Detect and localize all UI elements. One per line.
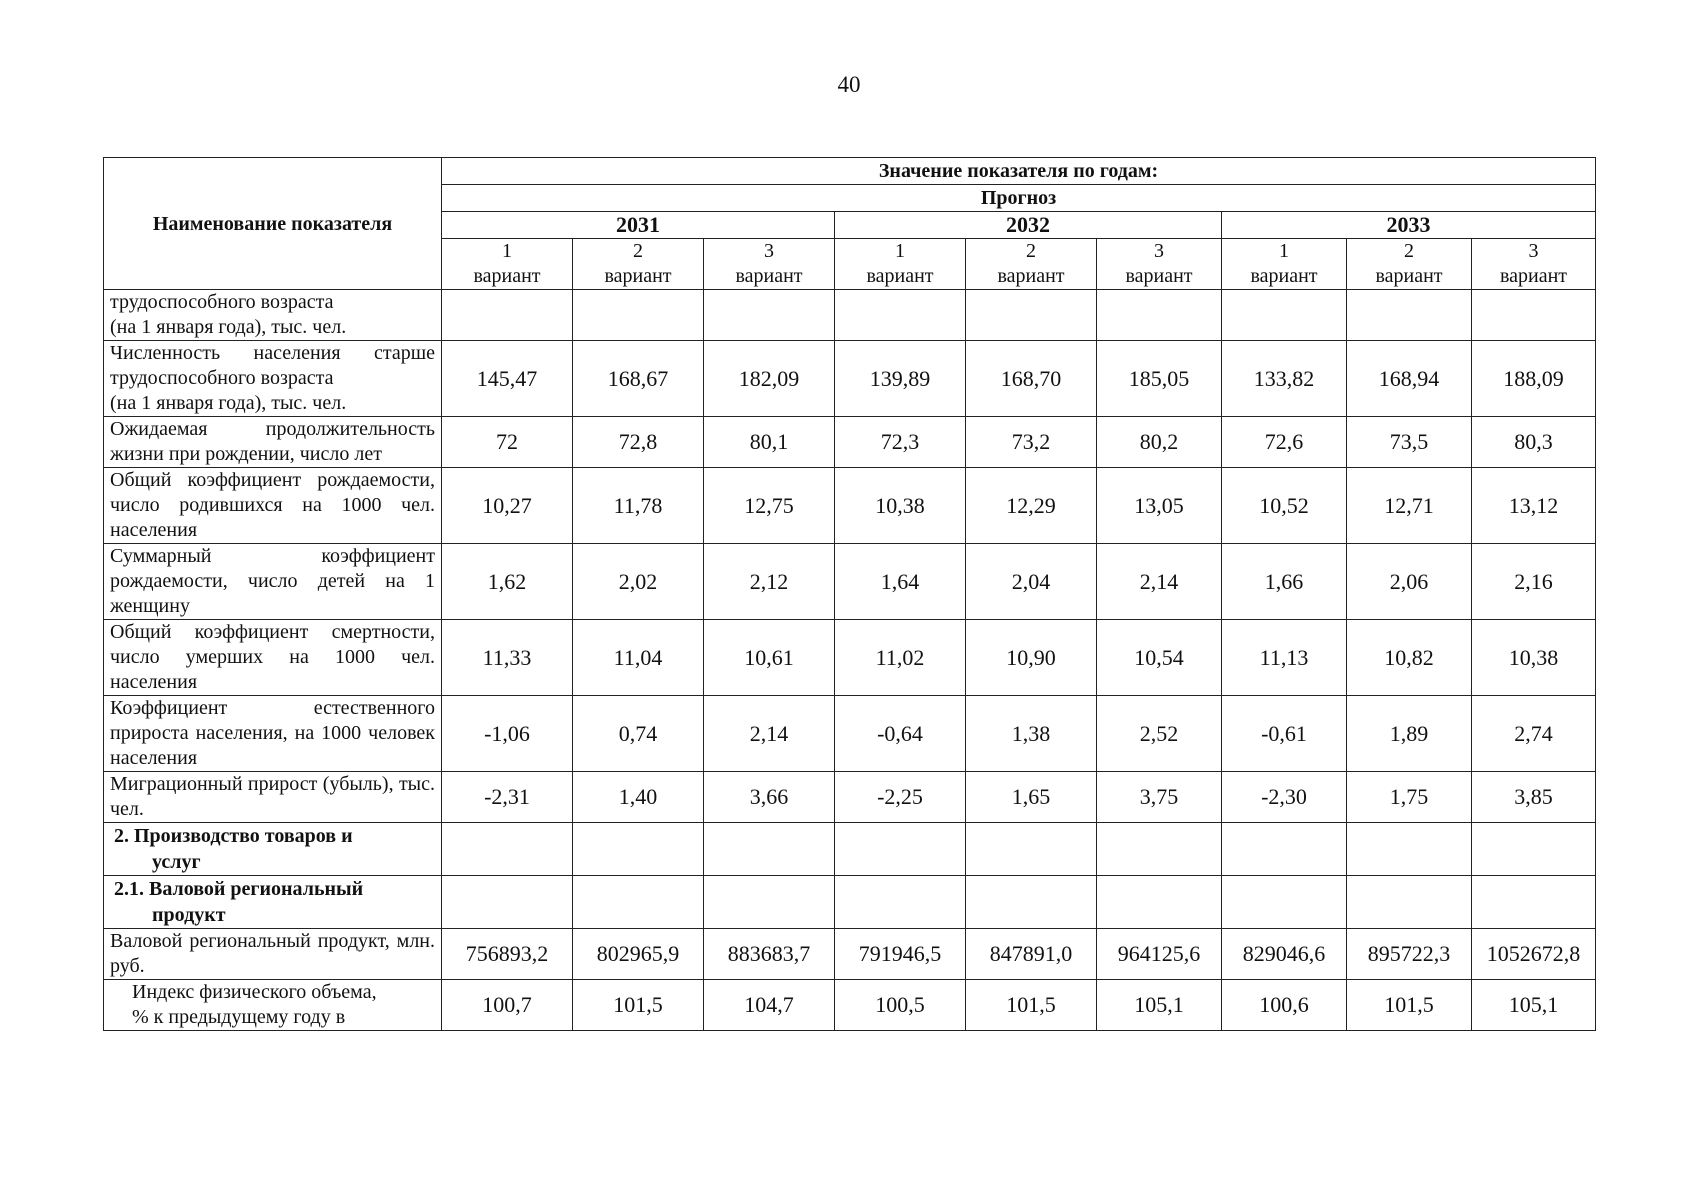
value-cell bbox=[704, 290, 835, 341]
value-cell bbox=[835, 823, 966, 876]
section-number: 2. bbox=[114, 825, 129, 847]
value-cell: 188,09 bbox=[1472, 341, 1596, 417]
value-cell bbox=[573, 290, 704, 341]
variant-header bbox=[966, 239, 1097, 290]
variant-header bbox=[1347, 239, 1472, 290]
variant-header bbox=[1222, 239, 1347, 290]
indicator-name: Численность населения старше трудоспособного возраста (на 1 января года), тыс. чел. bbox=[104, 341, 442, 417]
value-cell: 11,33 bbox=[442, 620, 573, 696]
forecast-table bbox=[103, 157, 1596, 1031]
value-cell: 80,2 bbox=[1097, 417, 1222, 468]
variant-number: 3 bbox=[764, 240, 774, 262]
value-cell: 10,82 bbox=[1347, 620, 1472, 696]
value-cell: 100,7 bbox=[442, 980, 573, 1031]
value-cell bbox=[966, 290, 1097, 341]
value-cell: 791946,5 bbox=[835, 929, 966, 980]
variant-number: 1 bbox=[895, 240, 905, 262]
value-cell: 72,6 bbox=[1222, 417, 1347, 468]
value-cell bbox=[704, 876, 835, 929]
section-title bbox=[104, 876, 442, 929]
table-row bbox=[104, 696, 1596, 772]
value-cell bbox=[704, 823, 835, 876]
value-cell: 80,1 bbox=[704, 417, 835, 468]
value-cell bbox=[1472, 290, 1596, 341]
table-row bbox=[104, 290, 1596, 341]
value-cell: 10,52 bbox=[1222, 468, 1347, 544]
variant-number: 3 bbox=[1154, 240, 1164, 262]
value-cell: 2,74 bbox=[1472, 696, 1596, 772]
value-cell: -2,30 bbox=[1222, 772, 1347, 823]
value-cell: 3,66 bbox=[704, 772, 835, 823]
value-cell: 11,78 bbox=[573, 468, 704, 544]
table-row bbox=[104, 772, 1596, 823]
value-cell: 72,3 bbox=[835, 417, 966, 468]
value-cell: 10,54 bbox=[1097, 620, 1222, 696]
section-row bbox=[104, 823, 1596, 876]
value-cell: 11,04 bbox=[573, 620, 704, 696]
value-cell: 1,66 bbox=[1222, 544, 1347, 620]
variant-header bbox=[1097, 239, 1222, 290]
value-cell: 168,70 bbox=[966, 341, 1097, 417]
value-cell: 2,14 bbox=[1097, 544, 1222, 620]
value-cell: -2,25 bbox=[835, 772, 966, 823]
value-cell: 1,65 bbox=[966, 772, 1097, 823]
value-cell bbox=[442, 876, 573, 929]
value-cell: 104,7 bbox=[704, 980, 835, 1031]
value-cell: 12,75 bbox=[704, 468, 835, 544]
indicator-name: Миграционный прирост (убыль), тыс. чел. bbox=[104, 772, 442, 823]
value-cell: 13,12 bbox=[1472, 468, 1596, 544]
value-cell: 168,94 bbox=[1347, 341, 1472, 417]
value-cell bbox=[1347, 823, 1472, 876]
value-cell: 10,38 bbox=[835, 468, 966, 544]
value-cell: 1,75 bbox=[1347, 772, 1472, 823]
value-cell: 73,2 bbox=[966, 417, 1097, 468]
value-cell: 100,5 bbox=[835, 980, 966, 1031]
value-cell bbox=[1222, 290, 1347, 341]
value-cell bbox=[835, 876, 966, 929]
variant-number: 2 bbox=[1026, 240, 1036, 262]
value-cell: 1052672,8 bbox=[1472, 929, 1596, 980]
value-cell: 12,71 bbox=[1347, 468, 1472, 544]
value-cell: 3,75 bbox=[1097, 772, 1222, 823]
value-cell bbox=[1472, 876, 1596, 929]
value-cell: 13,05 bbox=[1097, 468, 1222, 544]
value-cell: -0,61 bbox=[1222, 696, 1347, 772]
indicator-name: Коэффициент естественного прироста населения, на 1000 человек населения bbox=[104, 696, 442, 772]
value-cell: 847891,0 bbox=[966, 929, 1097, 980]
value-cell: 100,6 bbox=[1222, 980, 1347, 1031]
variant-number: 1 bbox=[1279, 240, 1289, 262]
value-cell bbox=[1347, 290, 1472, 341]
variant-header bbox=[573, 239, 704, 290]
value-cell: 10,27 bbox=[442, 468, 573, 544]
variant-word: вариант bbox=[866, 265, 934, 287]
value-cell: 10,61 bbox=[704, 620, 835, 696]
value-cell bbox=[573, 876, 704, 929]
value-cell: 3,85 bbox=[1472, 772, 1596, 823]
value-cell: 2,52 bbox=[1097, 696, 1222, 772]
value-cell bbox=[1097, 823, 1222, 876]
value-cell: -2,31 bbox=[442, 772, 573, 823]
value-cell: 105,1 bbox=[1472, 980, 1596, 1031]
value-cell bbox=[966, 823, 1097, 876]
table-row bbox=[104, 468, 1596, 544]
value-cell: 72,8 bbox=[573, 417, 704, 468]
value-cell bbox=[1097, 876, 1222, 929]
value-cell: 2,06 bbox=[1347, 544, 1472, 620]
page-number: 40 bbox=[837, 72, 861, 97]
value-cell: 964125,6 bbox=[1097, 929, 1222, 980]
value-cell: 2,16 bbox=[1472, 544, 1596, 620]
value-cell: 80,3 bbox=[1472, 417, 1596, 468]
section-title-line: Производство товаров и bbox=[134, 825, 353, 847]
value-cell bbox=[573, 823, 704, 876]
value-cell bbox=[442, 823, 573, 876]
section-row bbox=[104, 876, 1596, 929]
value-cell: 802965,9 bbox=[573, 929, 704, 980]
value-cell: 2,14 bbox=[704, 696, 835, 772]
table-row bbox=[104, 929, 1596, 980]
section-title-line: Валовой региональный bbox=[149, 878, 364, 900]
indicator-name: трудоспособного возраста (на 1 января года), тыс. чел. bbox=[104, 290, 442, 341]
variant-header bbox=[835, 239, 966, 290]
value-cell bbox=[1472, 823, 1596, 876]
table-row bbox=[104, 341, 1596, 417]
variant-header bbox=[442, 239, 573, 290]
value-cell: 1,62 bbox=[442, 544, 573, 620]
value-cell: 1,40 bbox=[573, 772, 704, 823]
indicator-name-header: Наименование показателя bbox=[104, 158, 442, 290]
value-cell: 2,04 bbox=[966, 544, 1097, 620]
table-row bbox=[104, 417, 1596, 468]
value-cell: 133,82 bbox=[1222, 341, 1347, 417]
year-header: 2033 bbox=[1222, 212, 1596, 239]
year-header: 2032 bbox=[835, 212, 1222, 239]
variant-number: 2 bbox=[1404, 240, 1414, 262]
variant-number: 1 bbox=[502, 240, 512, 262]
value-cell: 10,38 bbox=[1472, 620, 1596, 696]
variant-word: вариант bbox=[997, 265, 1065, 287]
value-cell: 11,02 bbox=[835, 620, 966, 696]
variant-word: вариант bbox=[1125, 265, 1193, 287]
value-cell: 11,13 bbox=[1222, 620, 1347, 696]
value-cell bbox=[1097, 290, 1222, 341]
value-cell: 10,90 bbox=[966, 620, 1097, 696]
value-cell: 101,5 bbox=[573, 980, 704, 1031]
section-number: 2.1. bbox=[114, 878, 144, 900]
value-cell bbox=[1347, 876, 1472, 929]
indicator-name: Индекс физического объема, % к предыдущему году в bbox=[104, 980, 442, 1031]
section-title-line: продукт bbox=[152, 904, 226, 926]
value-cell bbox=[1222, 823, 1347, 876]
value-cell: 182,09 bbox=[704, 341, 835, 417]
value-cell: 883683,7 bbox=[704, 929, 835, 980]
value-cell: 1,38 bbox=[966, 696, 1097, 772]
value-cell: 2,12 bbox=[704, 544, 835, 620]
variant-word: вариант bbox=[1375, 265, 1443, 287]
section-title bbox=[104, 823, 442, 876]
value-cell: 756893,2 bbox=[442, 929, 573, 980]
variant-word: вариант bbox=[604, 265, 672, 287]
value-cell: 139,89 bbox=[835, 341, 966, 417]
value-cell: 2,02 bbox=[573, 544, 704, 620]
table-row bbox=[104, 544, 1596, 620]
value-cell bbox=[1222, 876, 1347, 929]
value-cell: 101,5 bbox=[1347, 980, 1472, 1031]
value-cell: 72 bbox=[442, 417, 573, 468]
value-cell: 829046,6 bbox=[1222, 929, 1347, 980]
forecast-header: Прогноз bbox=[442, 185, 1596, 212]
indicator-name: Суммарный коэффициент рождаемости, число детей на 1 женщину bbox=[104, 544, 442, 620]
value-cell: 0,74 bbox=[573, 696, 704, 772]
variant-header bbox=[1472, 239, 1596, 290]
value-cell: 895722,3 bbox=[1347, 929, 1472, 980]
indicator-name: Общий коэффициент смертности, число умерших на 1000 чел. населения bbox=[104, 620, 442, 696]
value-cell: 105,1 bbox=[1097, 980, 1222, 1031]
variant-word: вариант bbox=[1499, 265, 1568, 287]
variant-word: вариант bbox=[473, 265, 541, 287]
value-cell: 185,05 bbox=[1097, 341, 1222, 417]
value-cell bbox=[835, 290, 966, 341]
table-row bbox=[104, 980, 1596, 1031]
indicator-name: Валовой региональный продукт, млн. руб. bbox=[104, 929, 442, 980]
value-cell: 168,67 bbox=[573, 341, 704, 417]
value-cell: 1,64 bbox=[835, 544, 966, 620]
value-cell: 101,5 bbox=[966, 980, 1097, 1031]
value-cell bbox=[442, 290, 573, 341]
value-cell: -0,64 bbox=[835, 696, 966, 772]
section-title-line: услуг bbox=[152, 851, 201, 873]
table-row bbox=[104, 620, 1596, 696]
value-cell: 12,29 bbox=[966, 468, 1097, 544]
values-by-year-header: Значение показателя по годам: bbox=[442, 158, 1596, 185]
value-cell: 73,5 bbox=[1347, 417, 1472, 468]
value-cell: -1,06 bbox=[442, 696, 573, 772]
variant-number: 2 bbox=[633, 240, 643, 262]
variant-word: вариант bbox=[735, 265, 803, 287]
variant-header bbox=[704, 239, 835, 290]
value-cell bbox=[966, 876, 1097, 929]
indicator-name: Общий коэффициент рождаемости, число родившихся на 1000 чел. населения bbox=[104, 468, 442, 544]
value-cell: 145,47 bbox=[442, 341, 573, 417]
year-header: 2031 bbox=[442, 212, 835, 239]
variant-word: вариант bbox=[1250, 265, 1318, 287]
indicator-name: Ожидаемая продолжительность жизни при рождении, число лет bbox=[104, 417, 442, 468]
value-cell: 1,89 bbox=[1347, 696, 1472, 772]
variant-number: 3 bbox=[1528, 240, 1539, 262]
